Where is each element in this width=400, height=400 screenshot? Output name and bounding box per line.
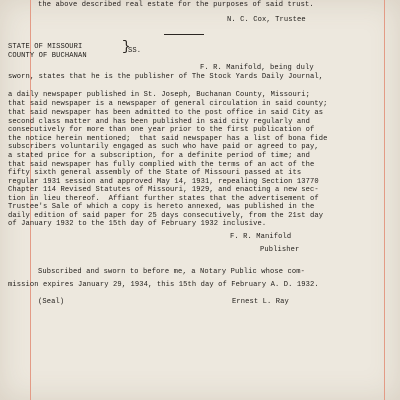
paragraph-line-6: second class matter and has been published in said city regularly and (8, 118, 311, 126)
top-line: the above described real estate for the purposes of said trust. (38, 1, 314, 9)
trustee-signature: N. C. Cox, Trustee (227, 16, 306, 24)
seal-label: (Seal) (38, 298, 65, 306)
signature-name: F. R. Manifold (230, 233, 292, 241)
paragraph-line-8: the notice herein mentioned; that said newspaper has a list of bona fide (8, 135, 328, 143)
jurat-line-2: mission expires January 29, 1934, this 15th day of February A. D. 1932. (8, 281, 319, 289)
paragraph-line-11: that said newspaper has fully complied with the terms of an act of the (8, 161, 315, 169)
paragraph-line-7: consecutively for more than one year prior to the first publication of (8, 126, 315, 134)
section-separator (164, 34, 204, 35)
venue-ss: SS. (128, 47, 142, 55)
right-margin-rule (384, 0, 385, 400)
jurat-line-1: Subscribed and sworn to before me, a Notary Public whose com- (38, 268, 305, 276)
signature-title: Publisher (260, 246, 300, 254)
paragraph-line-2: sworn, states that he is the publisher of The Stock Yards Daily Journal, (8, 73, 324, 81)
paragraph-line-13: regular 1931 session and approved May 14, 1931, repealing Section 13770 (8, 178, 319, 186)
paragraph-line-3: a daily newspaper published in St. Joseph, Buchanan County, Missouri; (8, 91, 311, 99)
venue-state: STATE OF MISSOURI (8, 43, 83, 51)
notary-name: Ernest L. Ray (232, 298, 289, 306)
paragraph-line-5: that said newspaper has been admitted to the post office in said City as (8, 109, 324, 117)
paragraph-line-18: of January 1932 to the 15th day of February 1932 inclusive. (8, 220, 267, 228)
paragraph-line-9: subscribers voluntarily engaged as such who have paid or agreed to pay, (8, 143, 319, 151)
paragraph-line-10: a stated price for a subscription, for a definite period of time; and (8, 152, 311, 160)
venue-county: COUNTY OF BUCHANAN (8, 52, 87, 60)
paragraph-line-15: tion in lieu thereof. Affiant further states that the advertisement of (8, 195, 319, 203)
paragraph-line-12: fifty sixth general assembly of the State of Missouri passed at its (8, 169, 302, 177)
venue-brace: } (122, 39, 131, 55)
paragraph-line-1: F. R. Manifold, being duly (200, 64, 314, 72)
paragraph-line-14: Chapter 114 Revised Statutes of Missouri, 1929, and enacting a new sec- (8, 186, 319, 194)
paragraph-line-17: daily edition of said paper for 25 days consecutively, from the 21st day (8, 212, 324, 220)
paragraph-line-16: Trustee's Sale of which a copy is hereto annexed, was published in the (8, 203, 315, 211)
paragraph-line-4: that said newspaper is a newspaper of general circulation in said county; (8, 100, 328, 108)
